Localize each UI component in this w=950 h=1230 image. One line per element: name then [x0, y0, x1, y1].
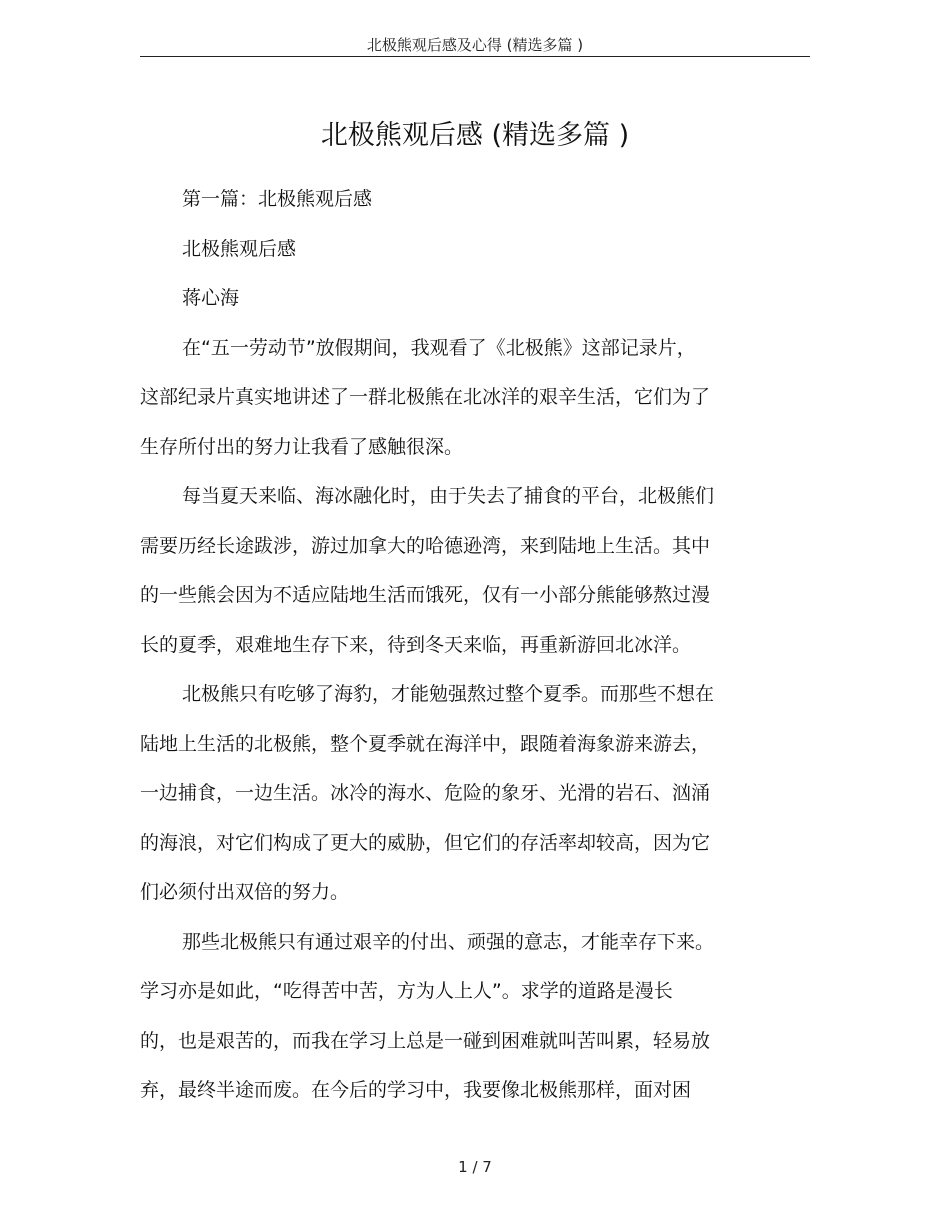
text-line: 的海浪，对它们构成了更大的威胁，但它们的存活率却较高，因为它	[140, 831, 711, 854]
text-line: 第一篇：北极熊观后感	[182, 188, 373, 210]
text-line: 的一些熊会因为不适应陆地生活而饿死，仅有一小部分熊能够熬过漫	[140, 584, 711, 606]
text-line: 北极熊观后感	[182, 237, 297, 260]
text-line: 在“五一劳动节”放假期间，我观看了《北极熊》这部记录片，	[182, 336, 696, 359]
text-line: 那些北极熊只有通过艰辛的付出、顽强的意志，才能幸存下来。	[182, 930, 715, 953]
document-title: 北极熊观后感 (精选多篇 )	[320, 120, 630, 151]
text-line: 蒋心海	[182, 287, 240, 309]
text-line: 一边捕食，一边生活。冰冷的海水、危险的象牙、光滑的岩石、汹涌	[140, 782, 711, 804]
text-line: 弃，最终半途而废。在今后的学习中，我要像北极熊那样，面对困	[140, 1079, 692, 1101]
text-line: 生存所付出的努力让我看了感触很深。	[140, 435, 464, 458]
header-divider	[140, 56, 810, 57]
document-body	[140, 179, 750, 1120]
text-line: 长的夏季，艰难地生存下来，待到冬天来临，再重新游回北冰洋。	[140, 633, 692, 656]
text-line: 学习亦是如此，“吃得苦中苦，方为人上人”。求学的道路是漫长	[140, 980, 673, 1002]
text-line: 陆地上生活的北极熊，整个夏季就在海洋中，跟随着海象游来游去，	[140, 732, 711, 755]
text-line: 这部纪录片真实地讲述了一群北极熊在北冰洋的艰辛生活，它们为了	[140, 386, 711, 408]
page-indicator: 1 / 7	[458, 1158, 492, 1176]
running-header: 北极熊观后感及心得 (精选多篇 )	[366, 36, 584, 54]
text-line: 每当夏天来临、海冰融化时，由于失去了捕食的平台，北极熊们	[182, 485, 715, 507]
text-line: 需要历经长途跋涉，游过加拿大的哈德逊湾，来到陆地上生活。其中	[140, 534, 711, 557]
text-line: 北极熊只有吃够了海豹，才能勉强熬过整个夏季。而那些不想在	[182, 683, 715, 705]
text-line: 们必须付出双倍的努力。	[140, 881, 350, 903]
text-line: 的，也是艰苦的，而我在学习上总是一碰到困难就叫苦叫累，轻易放	[140, 1029, 711, 1052]
